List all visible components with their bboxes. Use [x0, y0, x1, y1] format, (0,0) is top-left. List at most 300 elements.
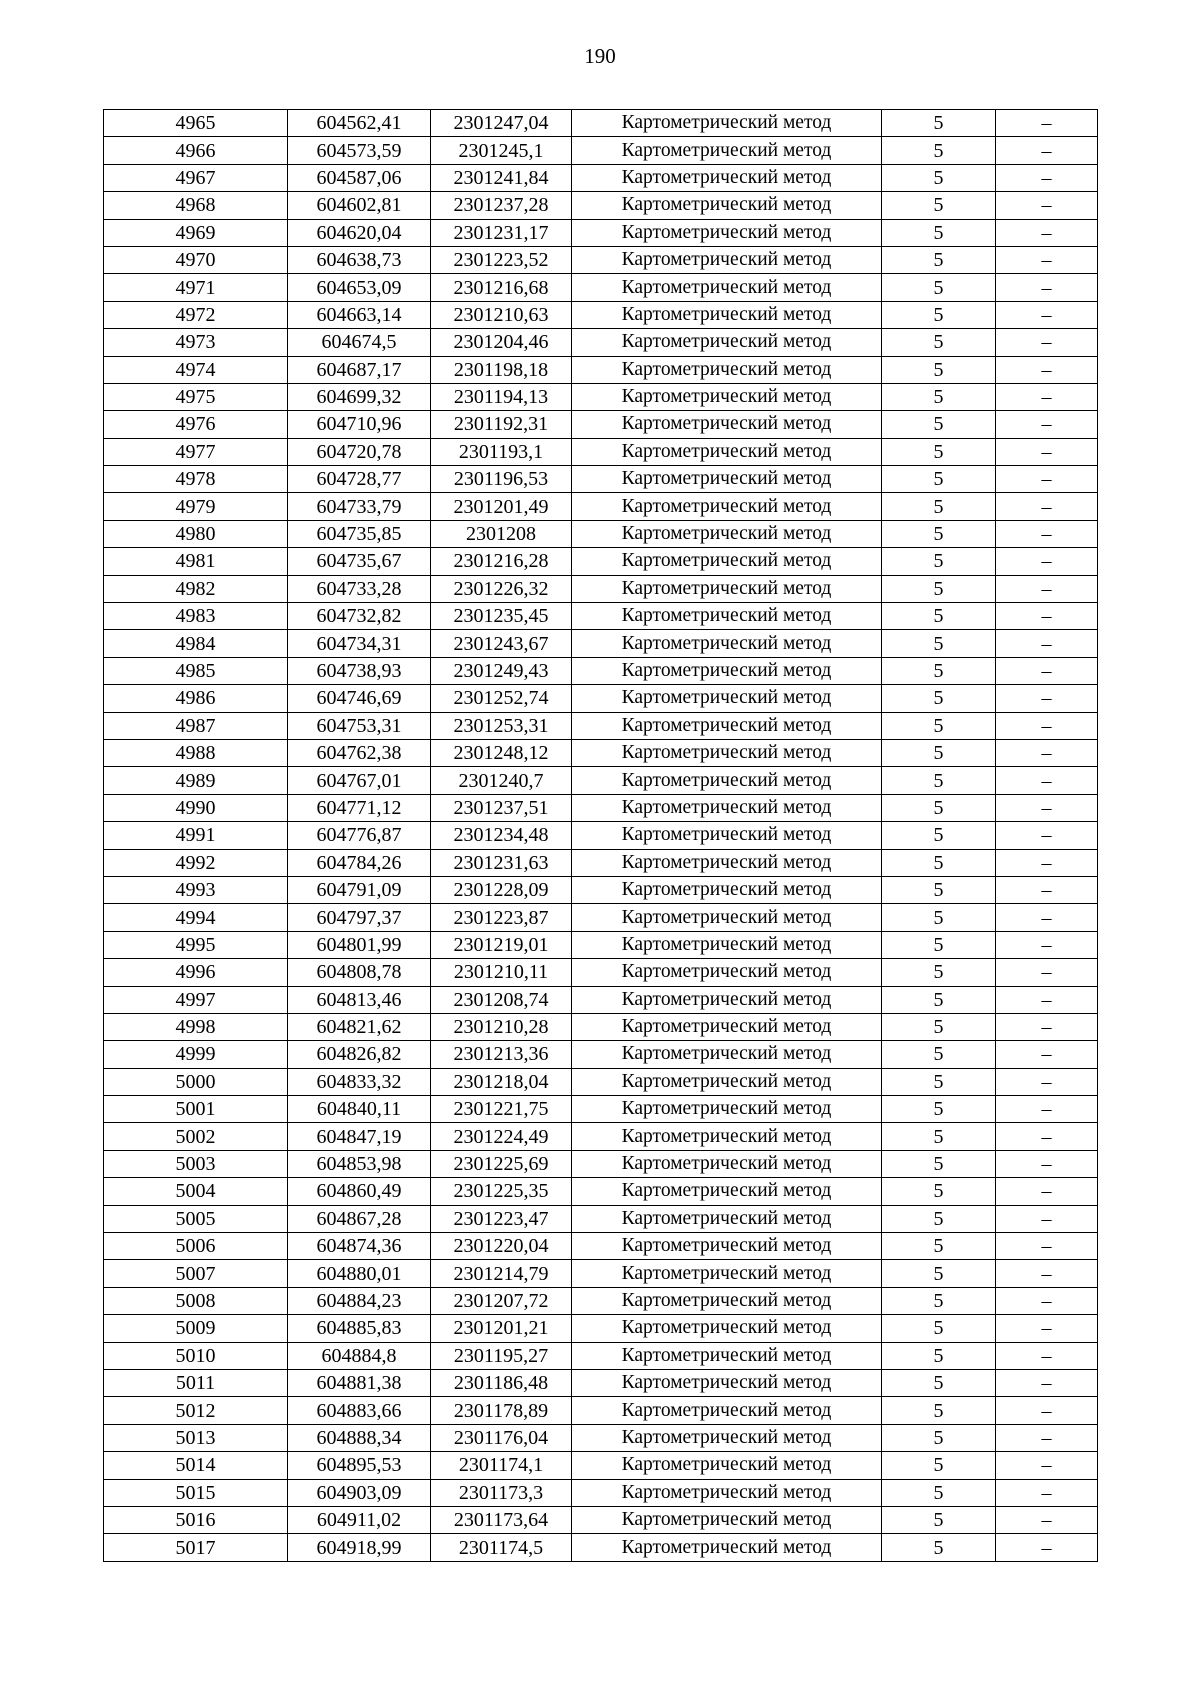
table-row — [104, 438, 1098, 465]
y-coordinate-cell: 2301201,49 — [431, 493, 572, 520]
description-cell: – — [996, 1452, 1098, 1479]
x-coordinate-cell: 604653,09 — [288, 274, 431, 301]
x-coordinate-cell: 604587,06 — [288, 164, 431, 191]
description-cell: – — [996, 1013, 1098, 1040]
method-cell: Картометрический метод — [572, 1205, 882, 1232]
table-row — [104, 986, 1098, 1013]
y-coordinate-cell: 2301225,35 — [431, 1178, 572, 1205]
method-cell: Картометрический метод — [572, 1452, 882, 1479]
y-coordinate-cell: 2301252,74 — [431, 685, 572, 712]
description-cell: – — [996, 1123, 1098, 1150]
x-coordinate-cell: 604884,8 — [288, 1342, 431, 1369]
accuracy-cell: 5 — [882, 739, 996, 766]
x-coordinate-cell: 604735,67 — [288, 548, 431, 575]
method-cell: Картометрический метод — [572, 739, 882, 766]
accuracy-cell: 5 — [882, 301, 996, 328]
table-row — [104, 1260, 1098, 1287]
table-row — [104, 520, 1098, 547]
table-row — [104, 1479, 1098, 1506]
accuracy-cell: 5 — [882, 931, 996, 958]
x-coordinate-cell: 604833,32 — [288, 1068, 431, 1095]
x-coordinate-cell: 604710,96 — [288, 411, 431, 438]
method-cell: Картометрический метод — [572, 411, 882, 438]
method-cell: Картометрический метод — [572, 383, 882, 410]
point-number-cell: 4976 — [104, 411, 288, 438]
table-row — [104, 849, 1098, 876]
method-cell: Картометрический метод — [572, 1013, 882, 1040]
table-row — [104, 383, 1098, 410]
accuracy-cell: 5 — [882, 356, 996, 383]
table-row — [104, 329, 1098, 356]
y-coordinate-cell: 2301226,32 — [431, 575, 572, 602]
accuracy-cell: 5 — [882, 1479, 996, 1506]
y-coordinate-cell: 2301219,01 — [431, 931, 572, 958]
table-row — [104, 739, 1098, 766]
table-row — [104, 466, 1098, 493]
point-number-cell: 4985 — [104, 657, 288, 684]
method-cell: Картометрический метод — [572, 137, 882, 164]
description-cell: – — [996, 876, 1098, 903]
table-row — [104, 1397, 1098, 1424]
y-coordinate-cell: 2301241,84 — [431, 164, 572, 191]
method-cell: Картометрический метод — [572, 1041, 882, 1068]
method-cell: Картометрический метод — [572, 712, 882, 739]
description-cell: – — [996, 685, 1098, 712]
accuracy-cell: 5 — [882, 411, 996, 438]
x-coordinate-cell: 604881,38 — [288, 1369, 431, 1396]
method-cell: Картометрический метод — [572, 548, 882, 575]
table-row — [104, 493, 1098, 520]
table-row — [104, 1342, 1098, 1369]
table-row — [104, 603, 1098, 630]
method-cell: Картометрический метод — [572, 1369, 882, 1396]
description-cell: – — [996, 1068, 1098, 1095]
x-coordinate-cell: 604687,17 — [288, 356, 431, 383]
method-cell: Картометрический метод — [572, 438, 882, 465]
accuracy-cell: 5 — [882, 246, 996, 273]
x-coordinate-cell: 604880,01 — [288, 1260, 431, 1287]
method-cell: Картометрический метод — [572, 329, 882, 356]
accuracy-cell: 5 — [882, 959, 996, 986]
y-coordinate-cell: 2301173,64 — [431, 1506, 572, 1533]
accuracy-cell: 5 — [882, 1041, 996, 1068]
x-coordinate-cell: 604602,81 — [288, 192, 431, 219]
description-cell: – — [996, 110, 1098, 137]
x-coordinate-cell: 604732,82 — [288, 603, 431, 630]
method-cell: Картометрический метод — [572, 356, 882, 383]
method-cell: Картометрический метод — [572, 192, 882, 219]
x-coordinate-cell: 604562,41 — [288, 110, 431, 137]
method-cell: Картометрический метод — [572, 246, 882, 273]
table-row — [104, 548, 1098, 575]
table-row — [104, 1150, 1098, 1177]
point-number-cell: 5013 — [104, 1424, 288, 1451]
accuracy-cell: 5 — [882, 603, 996, 630]
description-cell: – — [996, 383, 1098, 410]
x-coordinate-cell: 604699,32 — [288, 383, 431, 410]
description-cell: – — [996, 1233, 1098, 1260]
table-row — [104, 356, 1098, 383]
accuracy-cell: 5 — [882, 657, 996, 684]
method-cell: Картометрический метод — [572, 575, 882, 602]
y-coordinate-cell: 2301225,69 — [431, 1150, 572, 1177]
accuracy-cell: 5 — [882, 986, 996, 1013]
description-cell: – — [996, 246, 1098, 273]
accuracy-cell: 5 — [882, 383, 996, 410]
point-number-cell: 4967 — [104, 164, 288, 191]
method-cell: Картометрический метод — [572, 466, 882, 493]
x-coordinate-cell: 604888,34 — [288, 1424, 431, 1451]
description-cell: – — [996, 1205, 1098, 1232]
y-coordinate-cell: 2301231,17 — [431, 219, 572, 246]
y-coordinate-cell: 2301234,48 — [431, 822, 572, 849]
coordinates-table — [103, 109, 1098, 1562]
x-coordinate-cell: 604813,46 — [288, 986, 431, 1013]
table-row — [104, 274, 1098, 301]
point-number-cell: 4974 — [104, 356, 288, 383]
x-coordinate-cell: 604853,98 — [288, 1150, 431, 1177]
y-coordinate-cell: 2301248,12 — [431, 739, 572, 766]
description-cell: – — [996, 219, 1098, 246]
table-row — [104, 1013, 1098, 1040]
method-cell: Картометрический метод — [572, 164, 882, 191]
point-number-cell: 4965 — [104, 110, 288, 137]
table-row — [104, 411, 1098, 438]
table-row — [104, 1424, 1098, 1451]
accuracy-cell: 5 — [882, 1369, 996, 1396]
y-coordinate-cell: 2301208,74 — [431, 986, 572, 1013]
accuracy-cell: 5 — [882, 137, 996, 164]
table-row — [104, 630, 1098, 657]
x-coordinate-cell: 604734,31 — [288, 630, 431, 657]
accuracy-cell: 5 — [882, 849, 996, 876]
x-coordinate-cell: 604840,11 — [288, 1096, 431, 1123]
table-row — [104, 192, 1098, 219]
accuracy-cell: 5 — [882, 1534, 996, 1561]
description-cell: – — [996, 192, 1098, 219]
point-number-cell: 5002 — [104, 1123, 288, 1150]
y-coordinate-cell: 2301245,1 — [431, 137, 572, 164]
accuracy-cell: 5 — [882, 575, 996, 602]
description-cell: – — [996, 1479, 1098, 1506]
x-coordinate-cell: 604883,66 — [288, 1397, 431, 1424]
y-coordinate-cell: 2301223,47 — [431, 1205, 572, 1232]
accuracy-cell: 5 — [882, 712, 996, 739]
x-coordinate-cell: 604767,01 — [288, 767, 431, 794]
point-number-cell: 4988 — [104, 739, 288, 766]
accuracy-cell: 5 — [882, 1096, 996, 1123]
description-cell: – — [996, 1041, 1098, 1068]
description-cell: – — [996, 274, 1098, 301]
point-number-cell: 4994 — [104, 904, 288, 931]
method-cell: Картометрический метод — [572, 767, 882, 794]
method-cell: Картометрический метод — [572, 1479, 882, 1506]
method-cell: Картометрический метод — [572, 876, 882, 903]
description-cell: – — [996, 438, 1098, 465]
description-cell: – — [996, 1096, 1098, 1123]
description-cell: – — [996, 1315, 1098, 1342]
table-row — [104, 685, 1098, 712]
method-cell: Картометрический метод — [572, 1068, 882, 1095]
y-coordinate-cell: 2301235,45 — [431, 603, 572, 630]
y-coordinate-cell: 2301176,04 — [431, 1424, 572, 1451]
y-coordinate-cell: 2301253,31 — [431, 712, 572, 739]
point-number-cell: 4981 — [104, 548, 288, 575]
table-row — [104, 137, 1098, 164]
accuracy-cell: 5 — [882, 822, 996, 849]
method-cell: Картометрический метод — [572, 1506, 882, 1533]
method-cell: Картометрический метод — [572, 794, 882, 821]
point-number-cell: 5004 — [104, 1178, 288, 1205]
method-cell: Картометрический метод — [572, 849, 882, 876]
point-number-cell: 4986 — [104, 685, 288, 712]
table-row — [104, 959, 1098, 986]
description-cell: – — [996, 1369, 1098, 1396]
accuracy-cell: 5 — [882, 1397, 996, 1424]
point-number-cell: 4977 — [104, 438, 288, 465]
y-coordinate-cell: 2301228,09 — [431, 876, 572, 903]
description-cell: – — [996, 1287, 1098, 1314]
y-coordinate-cell: 2301223,52 — [431, 246, 572, 273]
description-cell: – — [996, 1178, 1098, 1205]
table-row — [104, 164, 1098, 191]
method-cell: Картометрический метод — [572, 1260, 882, 1287]
point-number-cell: 4998 — [104, 1013, 288, 1040]
description-cell: – — [996, 1260, 1098, 1287]
description-cell: – — [996, 329, 1098, 356]
table-row — [104, 931, 1098, 958]
x-coordinate-cell: 604911,02 — [288, 1506, 431, 1533]
accuracy-cell: 5 — [882, 630, 996, 657]
method-cell: Картометрический метод — [572, 520, 882, 547]
table-row — [104, 1287, 1098, 1314]
x-coordinate-cell: 604847,19 — [288, 1123, 431, 1150]
description-cell: – — [996, 904, 1098, 931]
description-cell: – — [996, 1397, 1098, 1424]
description-cell: – — [996, 575, 1098, 602]
accuracy-cell: 5 — [882, 904, 996, 931]
x-coordinate-cell: 604821,62 — [288, 1013, 431, 1040]
table-row — [104, 822, 1098, 849]
y-coordinate-cell: 2301224,49 — [431, 1123, 572, 1150]
accuracy-cell: 5 — [882, 1287, 996, 1314]
point-number-cell: 4966 — [104, 137, 288, 164]
description-cell: – — [996, 739, 1098, 766]
table-row — [104, 246, 1098, 273]
point-number-cell: 5015 — [104, 1479, 288, 1506]
method-cell: Картометрический метод — [572, 904, 882, 931]
point-number-cell: 4996 — [104, 959, 288, 986]
table-row — [104, 219, 1098, 246]
description-cell: – — [996, 1424, 1098, 1451]
description-cell: – — [996, 137, 1098, 164]
y-coordinate-cell: 2301198,18 — [431, 356, 572, 383]
y-coordinate-cell: 2301192,31 — [431, 411, 572, 438]
point-number-cell: 5006 — [104, 1233, 288, 1260]
accuracy-cell: 5 — [882, 493, 996, 520]
table-row — [104, 1096, 1098, 1123]
x-coordinate-cell: 604720,78 — [288, 438, 431, 465]
x-coordinate-cell: 604797,37 — [288, 904, 431, 931]
table-row — [104, 1315, 1098, 1342]
method-cell: Картометрический метод — [572, 931, 882, 958]
point-number-cell: 4969 — [104, 219, 288, 246]
method-cell: Картометрический метод — [572, 1315, 882, 1342]
y-coordinate-cell: 2301218,04 — [431, 1068, 572, 1095]
description-cell: – — [996, 822, 1098, 849]
x-coordinate-cell: 604895,53 — [288, 1452, 431, 1479]
y-coordinate-cell: 2301223,87 — [431, 904, 572, 931]
method-cell: Картометрический метод — [572, 603, 882, 630]
table-row — [104, 657, 1098, 684]
accuracy-cell: 5 — [882, 1506, 996, 1533]
point-number-cell: 4979 — [104, 493, 288, 520]
accuracy-cell: 5 — [882, 685, 996, 712]
point-number-cell: 4982 — [104, 575, 288, 602]
accuracy-cell: 5 — [882, 548, 996, 575]
table-row — [104, 767, 1098, 794]
y-coordinate-cell: 2301195,27 — [431, 1342, 572, 1369]
y-coordinate-cell: 2301237,28 — [431, 192, 572, 219]
table-row — [104, 712, 1098, 739]
y-coordinate-cell: 2301210,28 — [431, 1013, 572, 1040]
y-coordinate-cell: 2301208 — [431, 520, 572, 547]
y-coordinate-cell: 2301194,13 — [431, 383, 572, 410]
point-number-cell: 5010 — [104, 1342, 288, 1369]
point-number-cell: 4970 — [104, 246, 288, 273]
method-cell: Картометрический метод — [572, 630, 882, 657]
y-coordinate-cell: 2301214,79 — [431, 1260, 572, 1287]
x-coordinate-cell: 604746,69 — [288, 685, 431, 712]
page-number: 190 — [584, 44, 616, 68]
y-coordinate-cell: 2301174,5 — [431, 1534, 572, 1561]
table-row — [104, 1369, 1098, 1396]
accuracy-cell: 5 — [882, 164, 996, 191]
point-number-cell: 4971 — [104, 274, 288, 301]
x-coordinate-cell: 604620,04 — [288, 219, 431, 246]
accuracy-cell: 5 — [882, 1233, 996, 1260]
description-cell: – — [996, 493, 1098, 520]
point-number-cell: 4975 — [104, 383, 288, 410]
method-cell: Картометрический метод — [572, 1233, 882, 1260]
y-coordinate-cell: 2301174,1 — [431, 1452, 572, 1479]
method-cell: Картометрический метод — [572, 1150, 882, 1177]
table-row — [104, 1178, 1098, 1205]
point-number-cell: 5016 — [104, 1506, 288, 1533]
method-cell: Картометрический метод — [572, 1123, 882, 1150]
accuracy-cell: 5 — [882, 1150, 996, 1177]
table-row — [104, 904, 1098, 931]
x-coordinate-cell: 604738,93 — [288, 657, 431, 684]
description-cell: – — [996, 301, 1098, 328]
accuracy-cell: 5 — [882, 1260, 996, 1287]
x-coordinate-cell: 604674,5 — [288, 329, 431, 356]
y-coordinate-cell: 2301204,46 — [431, 329, 572, 356]
y-coordinate-cell: 2301207,72 — [431, 1287, 572, 1314]
point-number-cell: 5003 — [104, 1150, 288, 1177]
point-number-cell: 4990 — [104, 794, 288, 821]
y-coordinate-cell: 2301216,68 — [431, 274, 572, 301]
method-cell: Картометрический метод — [572, 274, 882, 301]
accuracy-cell: 5 — [882, 1068, 996, 1095]
point-number-cell: 4987 — [104, 712, 288, 739]
description-cell: – — [996, 548, 1098, 575]
description-cell: – — [996, 1342, 1098, 1369]
description-cell: – — [996, 986, 1098, 1013]
accuracy-cell: 5 — [882, 794, 996, 821]
accuracy-cell: 5 — [882, 767, 996, 794]
x-coordinate-cell: 604826,82 — [288, 1041, 431, 1068]
x-coordinate-cell: 604791,09 — [288, 876, 431, 903]
accuracy-cell: 5 — [882, 1424, 996, 1451]
y-coordinate-cell: 2301231,63 — [431, 849, 572, 876]
point-number-cell: 5008 — [104, 1287, 288, 1314]
x-coordinate-cell: 604728,77 — [288, 466, 431, 493]
description-cell: – — [996, 603, 1098, 630]
accuracy-cell: 5 — [882, 876, 996, 903]
point-number-cell: 4968 — [104, 192, 288, 219]
description-cell: – — [996, 356, 1098, 383]
method-cell: Картометрический метод — [572, 1287, 882, 1314]
method-cell: Картометрический метод — [572, 219, 882, 246]
description-cell: – — [996, 1506, 1098, 1533]
accuracy-cell: 5 — [882, 1342, 996, 1369]
point-number-cell: 5001 — [104, 1096, 288, 1123]
point-number-cell: 4992 — [104, 849, 288, 876]
accuracy-cell: 5 — [882, 1123, 996, 1150]
method-cell: Картометрический метод — [572, 301, 882, 328]
method-cell: Картометрический метод — [572, 1534, 882, 1561]
x-coordinate-cell: 604663,14 — [288, 301, 431, 328]
x-coordinate-cell: 604762,38 — [288, 739, 431, 766]
x-coordinate-cell: 604784,26 — [288, 849, 431, 876]
table-row — [104, 876, 1098, 903]
method-cell: Картометрический метод — [572, 1342, 882, 1369]
point-number-cell: 4993 — [104, 876, 288, 903]
point-number-cell: 4989 — [104, 767, 288, 794]
accuracy-cell: 5 — [882, 1205, 996, 1232]
y-coordinate-cell: 2301249,43 — [431, 657, 572, 684]
y-coordinate-cell: 2301210,63 — [431, 301, 572, 328]
point-number-cell: 4973 — [104, 329, 288, 356]
x-coordinate-cell: 604885,83 — [288, 1315, 431, 1342]
x-coordinate-cell: 604753,31 — [288, 712, 431, 739]
x-coordinate-cell: 604771,12 — [288, 794, 431, 821]
x-coordinate-cell: 604573,59 — [288, 137, 431, 164]
description-cell: – — [996, 1534, 1098, 1561]
point-number-cell: 4978 — [104, 466, 288, 493]
table-row — [104, 1452, 1098, 1479]
point-number-cell: 4984 — [104, 630, 288, 657]
table-row — [104, 1233, 1098, 1260]
x-coordinate-cell: 604733,79 — [288, 493, 431, 520]
description-cell: – — [996, 466, 1098, 493]
method-cell: Картометрический метод — [572, 986, 882, 1013]
y-coordinate-cell: 2301220,04 — [431, 1233, 572, 1260]
coordinates-table-body — [104, 110, 1098, 1562]
y-coordinate-cell: 2301237,51 — [431, 794, 572, 821]
description-cell: – — [996, 931, 1098, 958]
y-coordinate-cell: 2301210,11 — [431, 959, 572, 986]
point-number-cell: 5011 — [104, 1369, 288, 1396]
table-row — [104, 794, 1098, 821]
table-row — [104, 1506, 1098, 1533]
table-row — [104, 1534, 1098, 1561]
y-coordinate-cell: 2301216,28 — [431, 548, 572, 575]
x-coordinate-cell: 604808,78 — [288, 959, 431, 986]
x-coordinate-cell: 604884,23 — [288, 1287, 431, 1314]
y-coordinate-cell: 2301201,21 — [431, 1315, 572, 1342]
